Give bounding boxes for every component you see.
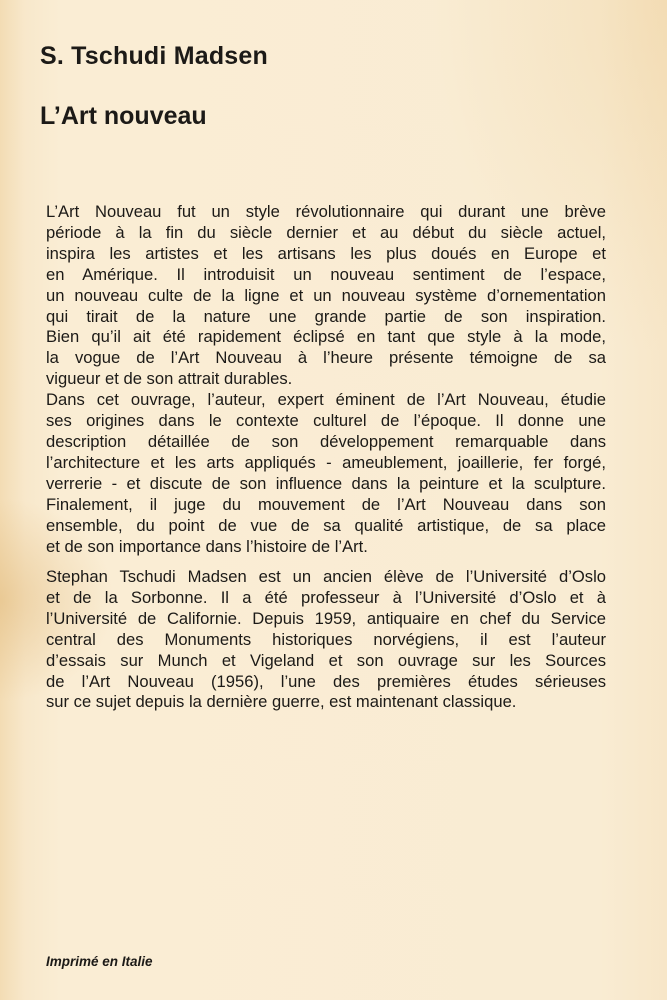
description-line: qui tirait de la nature une grande partie de son inspiration. (46, 306, 606, 326)
biography-line: central des Monuments historiques norvégiens, il est l’auteur (46, 629, 606, 649)
biography-line: de l’Art Nouveau (1956), l’une des premières études sérieuses (46, 671, 606, 691)
description-line: description détaillée de son développement remarquable dans (46, 431, 606, 451)
imprint-note: Imprimé en Italie (46, 954, 153, 969)
description-line: vigueur et de son attrait durables. (46, 369, 293, 389)
description-line: Dans cet ouvrage, l’auteur, expert éminent de l’Art Nouveau, étudie (46, 390, 606, 410)
description-line: verrerie - et discute de son influence dans la peinture et la sculpture. (46, 473, 606, 493)
description-line: un nouveau culte de la ligne et un nouveau système d’ornementation (46, 285, 606, 305)
description-line: et de son importance dans l’histoire de l’Art. (46, 536, 368, 556)
biography-line: et de la Sorbonne. Il a été professeur à l’Université d’Oslo et à (46, 587, 606, 607)
description-line: Finalement, il juge du mouvement de l’Art Nouveau dans son (46, 494, 606, 514)
description-line: inspira les artistes et les artisans les plus doués en Europe et (46, 243, 606, 263)
description-line: ensemble, du point de vue de sa qualité artistique, de sa place (46, 515, 606, 535)
description-line: L’Art Nouveau fut un style révolutionnaire qui durant une brève (46, 202, 606, 221)
description-line: Bien qu’il ait été rapidement éclipsé en tant que style à la mode, (46, 327, 606, 347)
biography-line: Stephan Tschudi Madsen est un ancien élève de l’Université d’Oslo (46, 567, 606, 586)
biography-line: sur ce sujet depuis la dernière guerre, est maintenant classique. (46, 692, 517, 712)
description-paragraph (46, 202, 606, 557)
description-line: en Amérique. Il introduisit un nouveau sentiment de l’espace, (46, 264, 606, 284)
author-name: S. Tschudi Madsen (40, 42, 268, 70)
description-line: la vogue de l’Art Nouveau à l’heure présente témoigne de sa (46, 348, 606, 368)
biography-line: l’Université de Californie. Depuis 1959, antiquaire en chef du Service (46, 608, 606, 628)
biography-line: d’essais sur Munch et Vigeland et son ouvrage sur les Sources (46, 650, 606, 670)
description-line: période à la fin du siècle dernier et au début du siècle actuel, (46, 222, 606, 242)
book-title: L’Art nouveau (40, 102, 207, 130)
description-line: l’architecture et les arts appliqués - ameublement, joaillerie, fer forgé, (46, 452, 606, 472)
author-biography-paragraph (46, 567, 606, 713)
description-line: ses origines dans le contexte culturel de l’époque. Il donne une (46, 411, 606, 431)
